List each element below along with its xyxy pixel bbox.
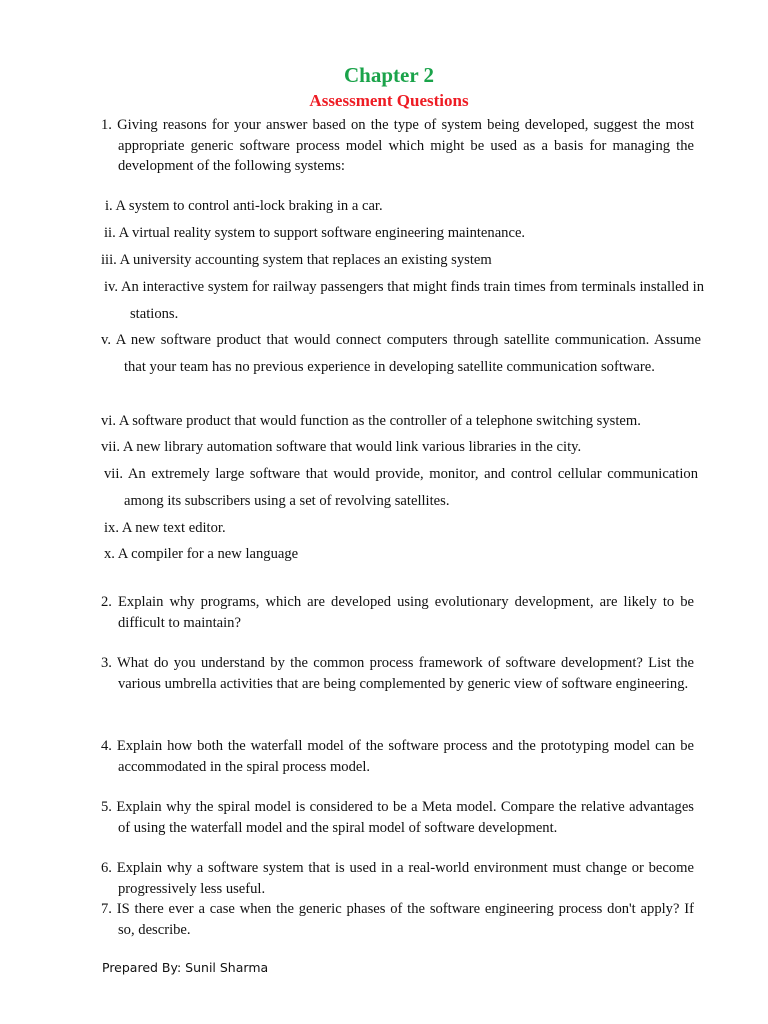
- question-7: 7. IS there ever a case when the generic phases of the software engineering process don't apply? If so, describe.: [101, 901, 694, 938]
- chapter-title: Chapter 2: [343, 63, 435, 87]
- sub-item-ix: ix. A new text editor.: [104, 520, 226, 536]
- question-6: 6. Explain why a software system that is used in a real-world environment must change or become progressively less useful.: [101, 860, 694, 897]
- question-5: 5. Explain why the spiral model is considered to be a Meta model. Compare the relative advantages of using the waterfall model and the spiral model of software development.: [101, 799, 694, 836]
- sub-item-x: x. A compiler for a new language: [104, 546, 299, 562]
- sub-item-ii: ii. A virtual reality system to support software engineering maintenance.: [104, 225, 526, 241]
- sub-item-vi: vi. A software product that would function as the controller of a telephone switching system.: [101, 413, 641, 429]
- question-1: 1. Giving reasons for your answer based on the type of system being developed, suggest the most appropriate generic software process model which might be used as a basis for managing the development of the following systems:: [101, 117, 694, 174]
- question-3: 3. What do you understand by the common process framework of software development? List the various umbrella activities that are being complemented by generic view of software engineering.: [101, 655, 694, 692]
- question-2: 2. Explain why programs, which are developed using evolutionary development, are likely to be difficult to maintain?: [101, 594, 694, 631]
- section-title: Assessment Questions: [309, 91, 469, 110]
- question-4: 4. Explain how both the waterfall model of the software process and the prototyping model can be accommodated in the spiral process model.: [101, 738, 694, 775]
- sub-item-iv: iv. An interactive system for railway passengers that might finds train times from terminals installed in stations.: [104, 279, 704, 322]
- sub-item-viii: vii. An extremely large software that would provide, monitor, and control cellular communication among its subscribers using a set of revolving satellites.: [104, 466, 698, 509]
- sub-item-v: v. A new software product that would connect computers through satellite communication. Assume that your team has no previous experience in developing satellite communication software.: [101, 332, 701, 375]
- sub-item-vii: vii. A new library automation software that would link various libraries in the city.: [101, 439, 582, 455]
- sub-item-i: i. A system to control anti-lock braking in a car.: [105, 198, 383, 214]
- sub-item-iii: iii. A university accounting system that replaces an existing system: [101, 252, 492, 268]
- footer-prepared-by: Prepared By: Sunil Sharma: [102, 960, 269, 975]
